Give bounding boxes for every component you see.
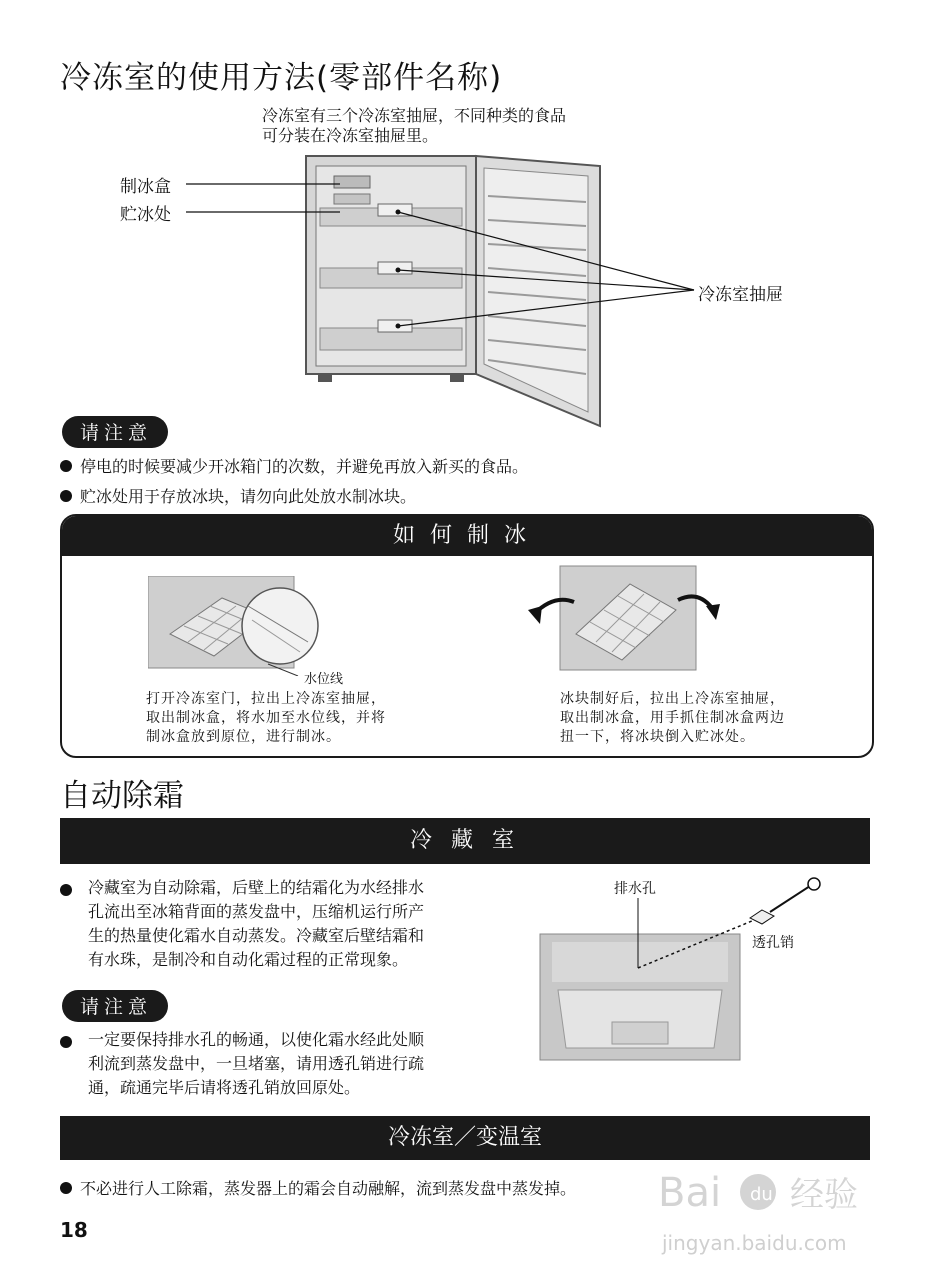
bullet-icon bbox=[60, 460, 72, 472]
notice-text: 贮冰处用于存放冰块，请勿向此处放水制冰块。 bbox=[80, 487, 417, 506]
fridge-paragraph-line: 冷藏室为自动除霜，后壁上的结霜化为水经排水 bbox=[88, 878, 425, 897]
freezer-note-text: 不必进行人工除霜，蒸发器上的霜会自动融解，流到蒸发盘中蒸发掉。 bbox=[80, 1179, 577, 1198]
fridge-paragraph-line: 有水珠，是制冷和自动化霜过程的正常现象。 bbox=[88, 950, 409, 969]
ice-step2-line: 扭一下，将冰块倒入贮冰处。 bbox=[560, 729, 755, 745]
ice-step2-line: 取出制冰盒，用手抓住制冰盒两边 bbox=[560, 710, 785, 726]
ice-step1-line: 打开冷冻室门，拉出上冷冻室抽屉， bbox=[146, 691, 386, 707]
pin-label: 透孔销 bbox=[752, 935, 794, 951]
ice-storage-label: 贮冰处 bbox=[120, 205, 171, 225]
ice-step1-text bbox=[146, 690, 386, 747]
drain-hole-label: 排水孔 bbox=[614, 881, 656, 897]
bullet-icon bbox=[60, 1182, 72, 1194]
ice-step2-text bbox=[560, 690, 785, 747]
ice-step1-line: 取出制冰盒，将水加至水位线，并将 bbox=[146, 710, 386, 726]
fridge-notice-paragraph bbox=[88, 1028, 424, 1100]
fridge-paragraph-line: 孔流出至冰箱背面的蒸发盘中，压缩机运行所产 bbox=[88, 902, 425, 921]
fridge-notice-line: 一定要保持排水孔的畅通，以使化霜水经此处顺 bbox=[88, 1030, 425, 1049]
fridge-paragraph bbox=[88, 876, 424, 972]
freezer-intro-line: 冷冻室有三个冷冻室抽屉，不同种类的食品 bbox=[262, 106, 567, 125]
notice-badge: 请注意 bbox=[62, 990, 168, 1022]
fridge-paragraph-line: 生的热量使化霜水自动蒸发。冷藏室后壁结霜和 bbox=[88, 926, 425, 945]
page-number: 18 bbox=[60, 1218, 88, 1242]
bullet-icon bbox=[60, 1036, 72, 1048]
freezer-drawer-label: 冷冻室抽屉 bbox=[698, 285, 783, 305]
bullet-icon bbox=[60, 884, 72, 896]
fridge-section-bar: 冷 藏 室 bbox=[60, 818, 870, 864]
notice-badge: 请注意 bbox=[62, 416, 168, 448]
fridge-notice-bullet bbox=[60, 1036, 74, 1050]
water-line-label: 水位线 bbox=[304, 672, 344, 687]
svg-text:jingyan.baidu.com: jingyan.baidu.com bbox=[662, 1231, 847, 1255]
notice-item bbox=[60, 454, 528, 477]
ice-tray-twist-illustration bbox=[526, 564, 726, 674]
freezer-section-bar: 冷冻室／变温室 bbox=[60, 1116, 870, 1160]
svg-text:经验: 经验 bbox=[790, 1175, 858, 1215]
fridge-interior-illustration bbox=[538, 872, 838, 1066]
svg-text:Bai: Bai bbox=[658, 1170, 722, 1216]
ice-making-header: 如何制冰 bbox=[62, 516, 872, 556]
svg-text:du: du bbox=[750, 1184, 773, 1205]
fridge-bullet bbox=[60, 884, 74, 898]
ice-maker-box-label: 制冰盒 bbox=[120, 177, 171, 197]
freezer-note bbox=[60, 1176, 576, 1199]
bullet-icon bbox=[60, 490, 72, 502]
ice-step2-line: 冰块制好后，拉出上冷冻室抽屉， bbox=[560, 691, 785, 707]
baidu-watermark-logo bbox=[640, 1140, 890, 1270]
defrost-title: 自动除霜 bbox=[60, 778, 184, 814]
page-title: 冷冻室的使用方法(零部件名称) bbox=[60, 60, 503, 96]
fridge-notice-line: 通，疏通完毕后请将透孔销放回原处。 bbox=[88, 1078, 361, 1097]
fridge-notice-line: 利流到蒸发盘中，一旦堵塞，请用透孔销进行疏 bbox=[88, 1054, 425, 1073]
ice-tray-fill-illustration bbox=[148, 576, 328, 676]
ice-step1-line: 制冰盒放到原位，进行制冰。 bbox=[146, 729, 341, 745]
freezer-intro-line: 可分装在冷冻室抽屉里。 bbox=[262, 126, 439, 145]
notice-item bbox=[60, 484, 416, 507]
notice-text: 停电的时候要减少开冰箱门的次数，并避免再放入新买的食品。 bbox=[80, 457, 529, 476]
